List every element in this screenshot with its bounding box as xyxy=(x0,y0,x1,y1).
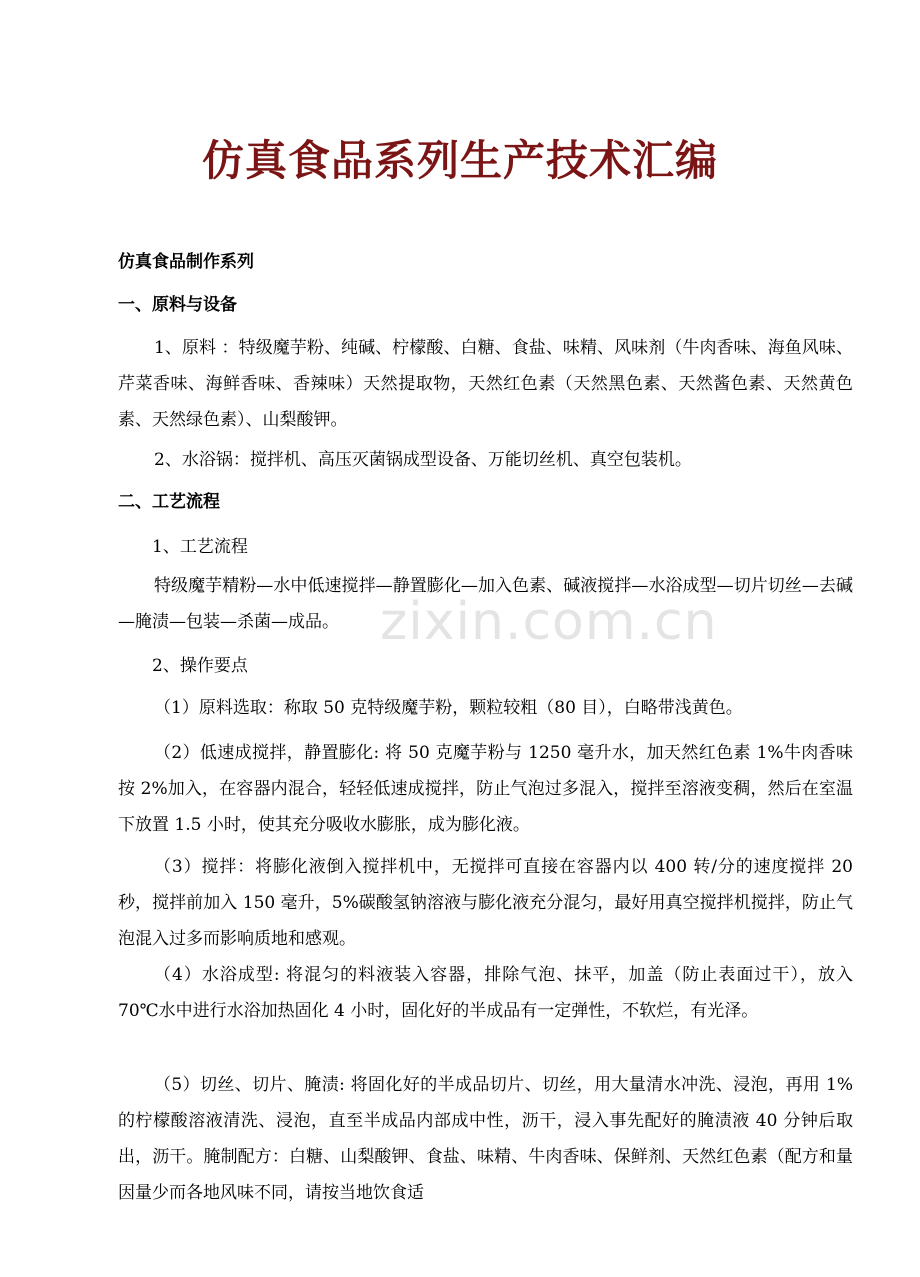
paragraph-step-5: （5）切丝、切片、腌渍: 将固化好的半成品切片、切丝，用大量清水冲洗、浸泡，再用 1%的柠檬酸溶液清洗、浸泡，直至半成品内部成中性，沥干，浸入事先配好的腌渍液 40 分钟后取出，沥干。腌制配方：白糖、山梨酸钾、食盐、味精、牛肉香味、保鲜剂、天然红色素（配方和量因量少而各地风味不同，请按当地饮食适 xyxy=(118,1075,853,1203)
document-title: 仿真食品系列生产技术汇编 xyxy=(201,136,718,185)
subheading-process: 1、工艺流程 xyxy=(152,537,248,557)
paragraph-equipment: 2、水浴锅：搅拌机、高压灭菌锅成型设备、万能切丝机、真空包装机。 xyxy=(154,450,692,470)
paragraph-step-3: （3）搅拌：将膨化液倒入搅拌机中，无搅拌可直接在容器内以 400 转/分的速度搅拌 20 秒，搅拌前加入 150 毫升，5%碳酸氢钠溶液与膨化液充分混匀，最好用真空搅拌机搅拌，防止气泡混入过多而影响质地和感观。 xyxy=(118,857,853,949)
watermark: zixin.com.cn xyxy=(380,592,718,652)
paragraph-step-2: （2）低速成搅拌，静置膨化: 将 50 克魔芋粉与 1250 毫升水，加天然红色素 1%牛肉香味按 2%加入，在容器内混合，轻轻低速成搅拌，防止气泡过多混入，搅拌至溶液变稠，然后在室温下放置 1.5 小时，使其充分吸收水膨胀，成为膨化液。 xyxy=(118,743,853,835)
paragraph-step-4: （4）水浴成型: 将混匀的料液装入容器，排除气泡、抹平，加盖（防止表面过干），放入 70℃水中进行水浴加热固化 4 小时，固化好的半成品有一定弹性，不软烂，有光泽。 xyxy=(118,965,853,1021)
subheading-key-points: 2、操作要点 xyxy=(152,656,248,676)
paragraph-process: 特级魔芋精粉—水中低速搅拌—静置膨化—加入色素、碱液搅拌—水浴成型—切片切丝—去碱—腌渍—包装—杀菌—成品。 xyxy=(118,576,853,632)
paragraph-step-1: （1）原料选取：称取 50 克特级魔芋粉，颗粒较粗（80 目），白略带浅黄色。 xyxy=(154,698,743,718)
section2-heading: 二、工艺流程 xyxy=(118,492,220,512)
paragraph-raw-materials: 1、原料 ：特级魔芋粉、纯碱、柠檬酸、白糖、食盐、味精、风味剂（牛肉香味、海鱼风味、芹菜香味、海鲜香味、香辣味）天然提取物，天然红色素（天然黑色素、天然酱色素、天然黄色素、天然绿色素）、山梨酸钾。 xyxy=(118,338,853,430)
subtitle: 仿真食品制作系列 xyxy=(118,252,254,272)
section1-heading: 一、原料与设备 xyxy=(118,295,237,315)
